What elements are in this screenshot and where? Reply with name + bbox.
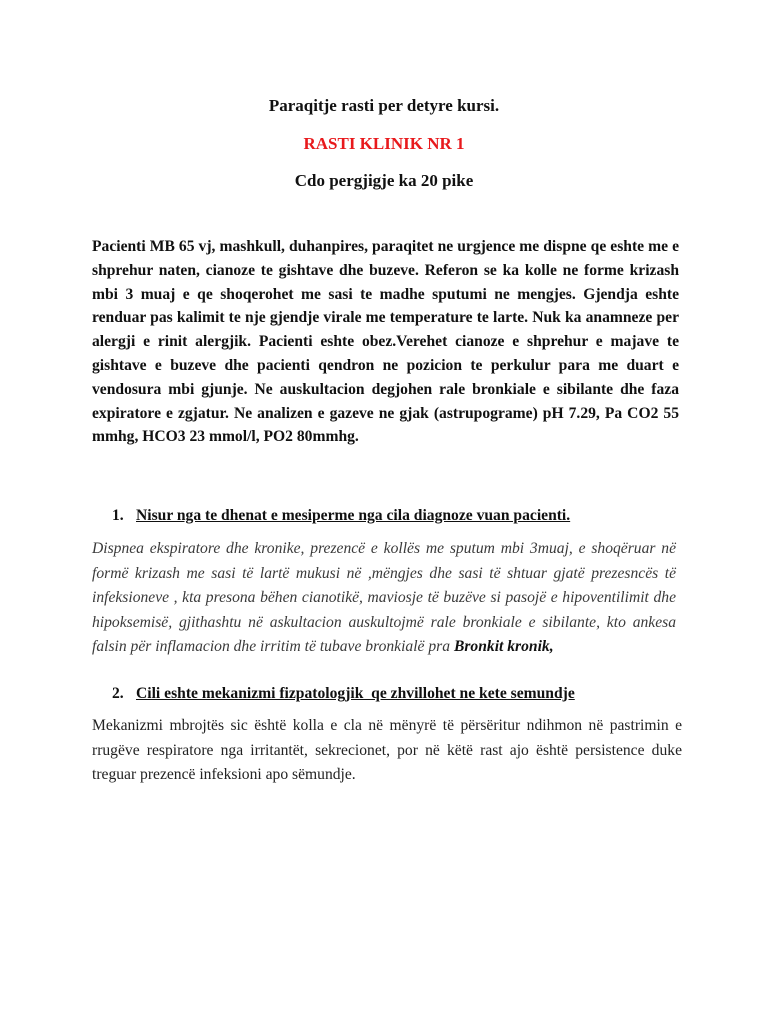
diagnosis: Bronkit kronik, xyxy=(453,638,554,656)
question-2 xyxy=(92,684,692,704)
question-text: Cili eshte mekanizmi fizpatologjik qe zhvillohet ne kete semundje xyxy=(136,685,575,702)
question-number: 2. xyxy=(112,685,124,702)
question-text: Nisur nga te dhenat e mesiperme nga cila diagnoze vuan pacienti. xyxy=(136,507,571,524)
question-number: 1. xyxy=(112,507,124,524)
case-description: Pacienti MB 65 vj, mashkull, duhanpires, paraqitet ne urgjence me dispne qe eshte me e shprehur naten, cianoze te gishtave dhe buzeve. Referon se ka kolle ne forme krizash mbi 3 muaj e qe shoqerohet me sasi te madhe sputumi ne mengjes. Gjendja eshte renduar pas kalimit te nje gjendje virale me temperature te larte. Nuk ka anamneze per alergji e rinit alergjik. Pacienti eshte obez.Verehet cianoze e shprehur e majave te gishtave e buzeve dhe pacienti qendron ne pozicion te perkulur para me duart e vendosura mbi gjunje. Ne auskultacion degjohen rale bronkiale e sibilante dhe faza expiratore e zgjatur. Ne analizen e gazeve ne gjak (astrupograme) pH 7.29, Pa CO2 55 mmhg, HCO3 23 mmol/l, PO2 80mmhg. xyxy=(92,238,679,446)
case-title: RASTI KLINIK NR 1 xyxy=(303,134,465,153)
document-title: Paraqitje rasti per detyre kursi. xyxy=(268,96,500,115)
question-1 xyxy=(92,506,692,526)
answer-text: Dispnea ekspiratore dhe kronike, prezencë e kollës me sputum mbi 3muaj, e shoqëruar në formë krizash me sasi të lartë mukusi në ,mëngjes dhe sasi të shtuar gjatë prezesncës të infeksioneve , kta presona bëhen cianotikë, maviosje të buzëve si pasojë e hipoventilimit dhe hipoksemisë, gjithashtu në askultacion auskultojmë rale bronkiale e sibilante, kto ankesa falsin për inflamacion dhe irritim të tubave bronkialë pra xyxy=(92,540,676,656)
points-note: Cdo pergjigje ka 20 pike xyxy=(294,171,474,190)
answer-2: Mekanizmi mbrojtës sic është kolla e cla në mënyrë të përsëritur ndihmon në pastrimin e rrugëve respiratore nga irritantët, sekrecionet, por në këtë rast ajo është persistence duke treguar prezencë infeksioni apo sëmundje. xyxy=(92,717,682,784)
answer-1 xyxy=(92,537,676,660)
